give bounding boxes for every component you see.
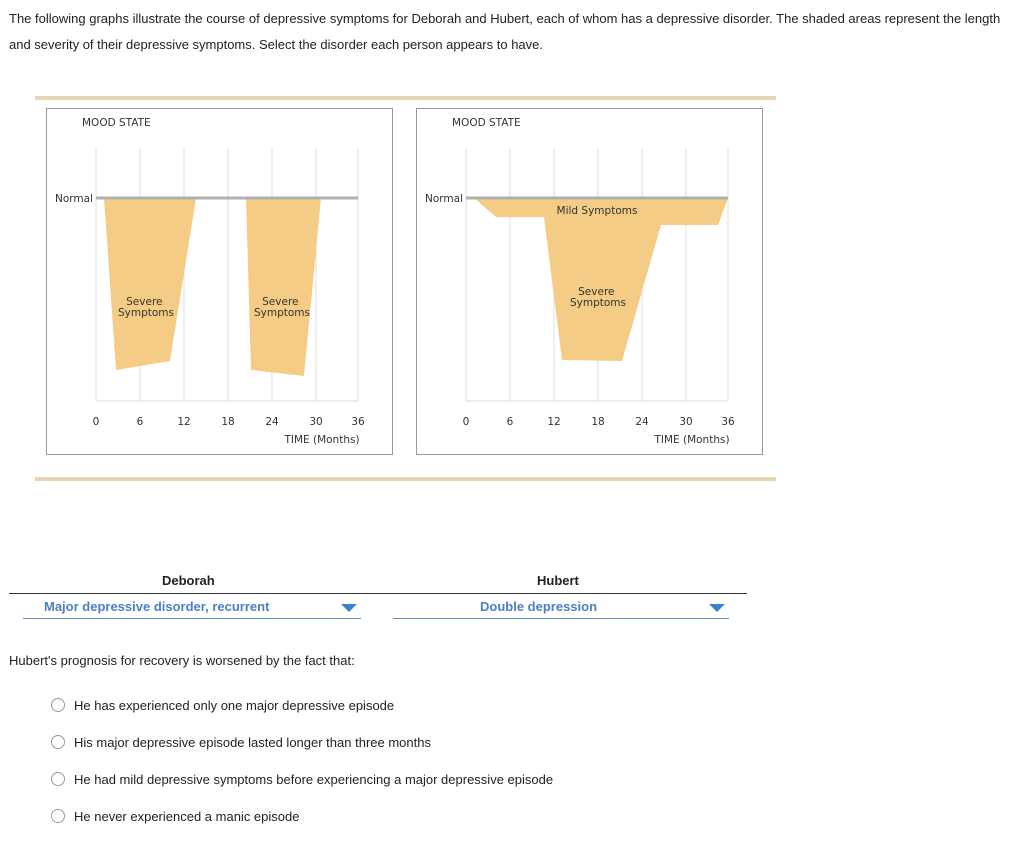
y-axis-title: MOOD STATE bbox=[82, 117, 151, 129]
x-tick-label: 18 bbox=[591, 416, 605, 428]
x-tick-label: 6 bbox=[136, 416, 144, 428]
question-text: Hubert's prognosis for recovery is worsened by the fact that: bbox=[9, 653, 355, 668]
intro-text: The following graphs illustrate the course of depressive symptoms for Deborah and Hubert, each of whom has a depressive disorder. The shaded areas represent the length and severity of their depressive symptoms. Select the disorder each person appears to have. bbox=[9, 11, 1001, 52]
y-axis-title: MOOD STATE bbox=[452, 117, 521, 129]
hubert-selected-value: Double depression bbox=[480, 599, 598, 614]
table-header-divider bbox=[9, 593, 747, 594]
x-tick-label: 30 bbox=[309, 416, 323, 428]
radio-button[interactable] bbox=[51, 698, 65, 712]
x-tick-label: 36 bbox=[351, 416, 365, 428]
hubert-column-header: Hubert bbox=[537, 573, 579, 588]
deborah-column-header: Deborah bbox=[162, 573, 215, 588]
chevron-down-icon[interactable] bbox=[709, 604, 725, 612]
x-tick-label: 30 bbox=[679, 416, 693, 428]
mild-symptoms-label: Mild Symptoms bbox=[556, 205, 638, 217]
severe-symptoms-label: Severe Symptoms bbox=[569, 286, 627, 309]
deborah-mood-graph bbox=[46, 108, 394, 456]
severe-label-2: Severe Symptoms bbox=[253, 296, 311, 319]
x-tick-label: 0 bbox=[92, 416, 100, 428]
chevron-down-icon[interactable] bbox=[341, 604, 357, 612]
normal-label: Normal bbox=[425, 193, 463, 205]
x-axis-title: TIME (Months) bbox=[284, 434, 360, 446]
graph-frame bbox=[47, 109, 393, 455]
radio-button[interactable] bbox=[51, 809, 65, 823]
severe-label-1: Severe Symptoms bbox=[117, 296, 175, 319]
x-tick-label: 18 bbox=[221, 416, 235, 428]
x-tick-label: 6 bbox=[506, 416, 514, 428]
x-axis-title: TIME (Months) bbox=[654, 434, 730, 446]
option-label: He had mild depressive symptoms before experiencing a major depressive episode bbox=[74, 772, 554, 787]
deborah-disorder-select[interactable] bbox=[23, 598, 361, 619]
x-tick-label: 24 bbox=[635, 416, 649, 428]
x-tick-label: 24 bbox=[265, 416, 279, 428]
x-tick-label: 12 bbox=[547, 416, 561, 428]
x-tick-label: 12 bbox=[177, 416, 191, 428]
normal-label: Normal bbox=[55, 193, 93, 205]
top-divider bbox=[35, 96, 776, 100]
hubert-disorder-select[interactable] bbox=[393, 598, 729, 619]
option-label: His major depressive episode lasted longer than three months bbox=[74, 735, 431, 750]
radio-button[interactable] bbox=[51, 772, 65, 786]
option-label: He has experienced only one major depressive episode bbox=[74, 698, 395, 713]
hubert-mood-graph bbox=[416, 108, 764, 456]
bottom-divider bbox=[35, 477, 776, 481]
x-tick-label: 36 bbox=[721, 416, 735, 428]
deborah-selected-value: Major depressive disorder, recurrent bbox=[44, 599, 270, 614]
x-tick-label: 0 bbox=[462, 416, 470, 428]
radio-button[interactable] bbox=[51, 735, 65, 749]
option-label: He never experienced a manic episode bbox=[74, 809, 300, 824]
